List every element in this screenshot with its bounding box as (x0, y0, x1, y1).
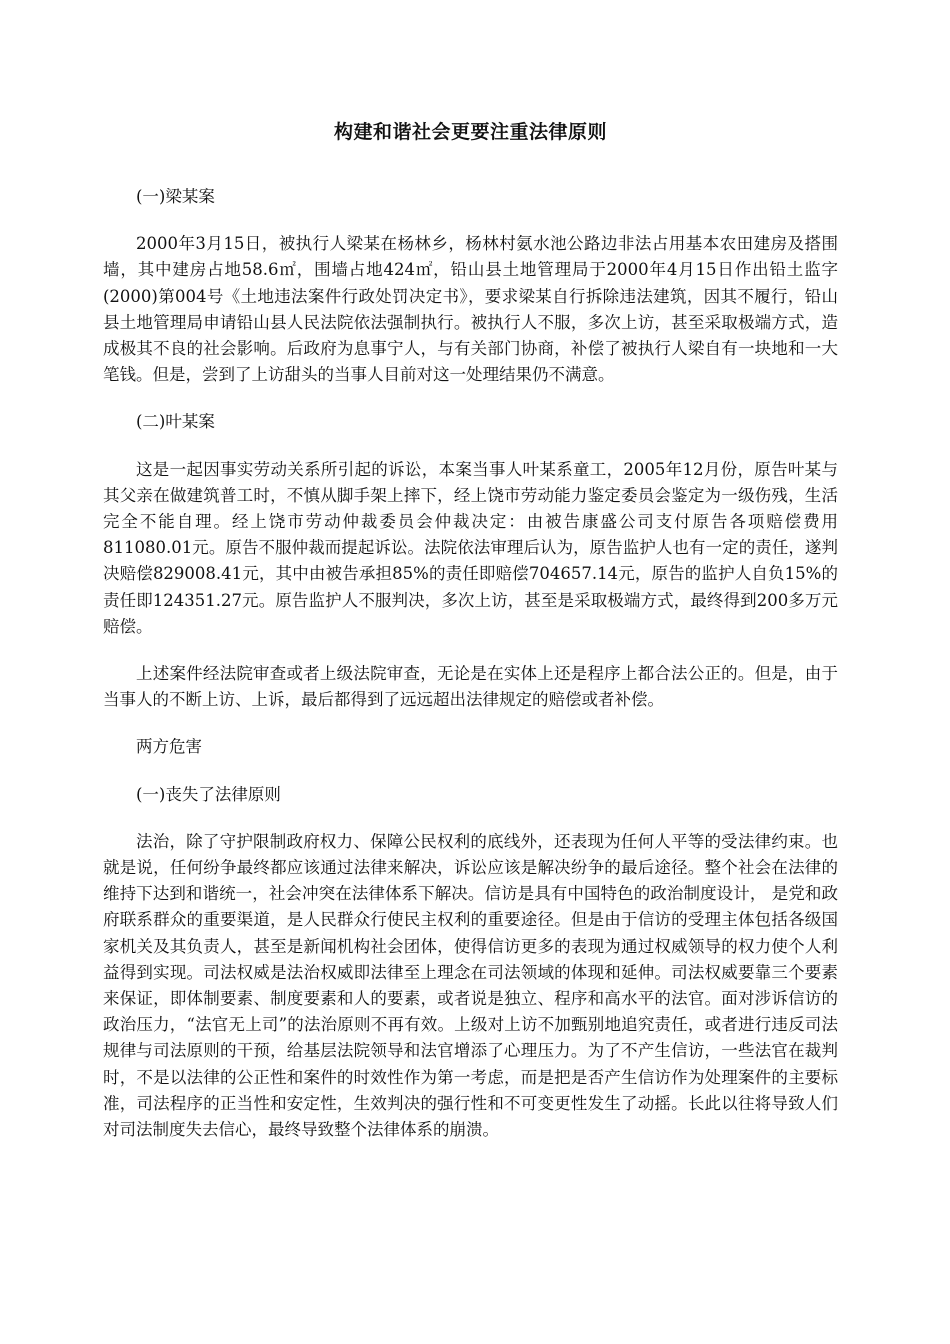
paragraph-ye-case: 这是一起因事实劳动关系所引起的诉讼，本案当事人叶某系童工，2005年12月份，原告叶某与其父亲在做建筑普工时，不慎从脚手架上摔下，经上饶市劳动能力鉴定委员会鉴定为一级伤残，生活完全不能自理。经上饶市劳动仲裁委员会仲裁决定：由被告康盛公司支付原告各项赔偿费用811080.01元。原告不服仲裁而提起诉讼。法院依法审理后认为，原告监护人也有一定的责任，遂判决赔偿829008.41元，其中由被告承担85%的责任即赔偿704657.14元，原告的监护人自负15%的责任即124351.27元。原告监护人不服判决，多次上访，甚至是采取极端方式，最终得到200多万元赔偿。 (103, 459, 838, 636)
section-heading-ye-case: (二)叶某案 (136, 412, 215, 432)
paragraph-case-summary: 上述案件经法院审查或者上级法院审查，无论是在实体上还是程序上都合法公正的。但是，由于当事人的不断上访、上诉，最后都得到了远远超出法律规定的赔偿或者补偿。 (103, 664, 838, 710)
section-heading-two-harms: 两方危害 (136, 737, 202, 757)
paragraph-rule-of-law: 法治，除了守护限制政府权力、保障公民权利的底线外，还表现为任何人平等的受法律约束。也就是说，任何纷争最终都应该通过法律来解决，诉讼应该是解决纷争的最后途径。整个社会在法律的维持下达到和谐统一，社会冲突在法律体系下解决。信访是具有中国特色的政治制度设计， 是党和政府联系群众的重要渠道，是人民群众行使民主权利的重要途径。但是由于信访的受理主体包括各级国家机关及其负责人，甚至是新闻机构社会团体，使得信访更多的表现为通过权威领导的权力使个人利益得到实现。司法权威是法治权威即法律至上理念在司法领域的体现和延伸。司法权威要靠三个要素来保证，即体制要素、制度要素和人的要素，或者说是独立、程序和高水平的法官。面对涉诉信访的政治压力，“法官无上司”的法治原则不再有效。上级对上访不加甄别地追究责任，或者进行违反司法规律与司法原则的干预，给基层法院领导和法官增添了心理压力。为了不产生信访，一些法官在裁判时，不是以法律的公正性和案件的时效性作为第一考虑，而是把是否产生信访作为处理案件的主要标准，司法程序的正当性和安定性，生效判决的强行性和不可变更性发生了动摇。长此以往将导致人们对司法制度失去信心，最终导致整个法律体系的崩溃。 (103, 831, 838, 1140)
section-heading-lost-legal-principle: (一)丧失了法律原则 (136, 784, 281, 804)
document-page (103, 118, 838, 1164)
paragraph-liang-case: 2000年3月15日，被执行人梁某在杨林乡，杨林村氨水池公路边非法占用基本农田建房及搭围墙，其中建房占地58.6㎡，围墙占地424㎡，铅山县土地管理局于2000年4月15日作出铅土监字(2000)第004号《土地违法案件行政处罚决定书》，要求梁某自行拆除违法建筑，因其不履行，铅山县土地管理局申请铅山县人民法院依法强制执行。被执行人不服，多次上访，甚至采取极端方式，造成极其不良的社会影响。后政府为息事宁人，与有关部门协商，补偿了被执行人梁自有一块地和一大笔钱。但是，尝到了上访甜头的当事人目前对这一处理结果仍不满意。 (103, 234, 838, 385)
document-title: 构建和谐社会更要注重法律原则 (333, 121, 607, 143)
section-heading-liang-case: (一)梁某案 (136, 187, 215, 206)
